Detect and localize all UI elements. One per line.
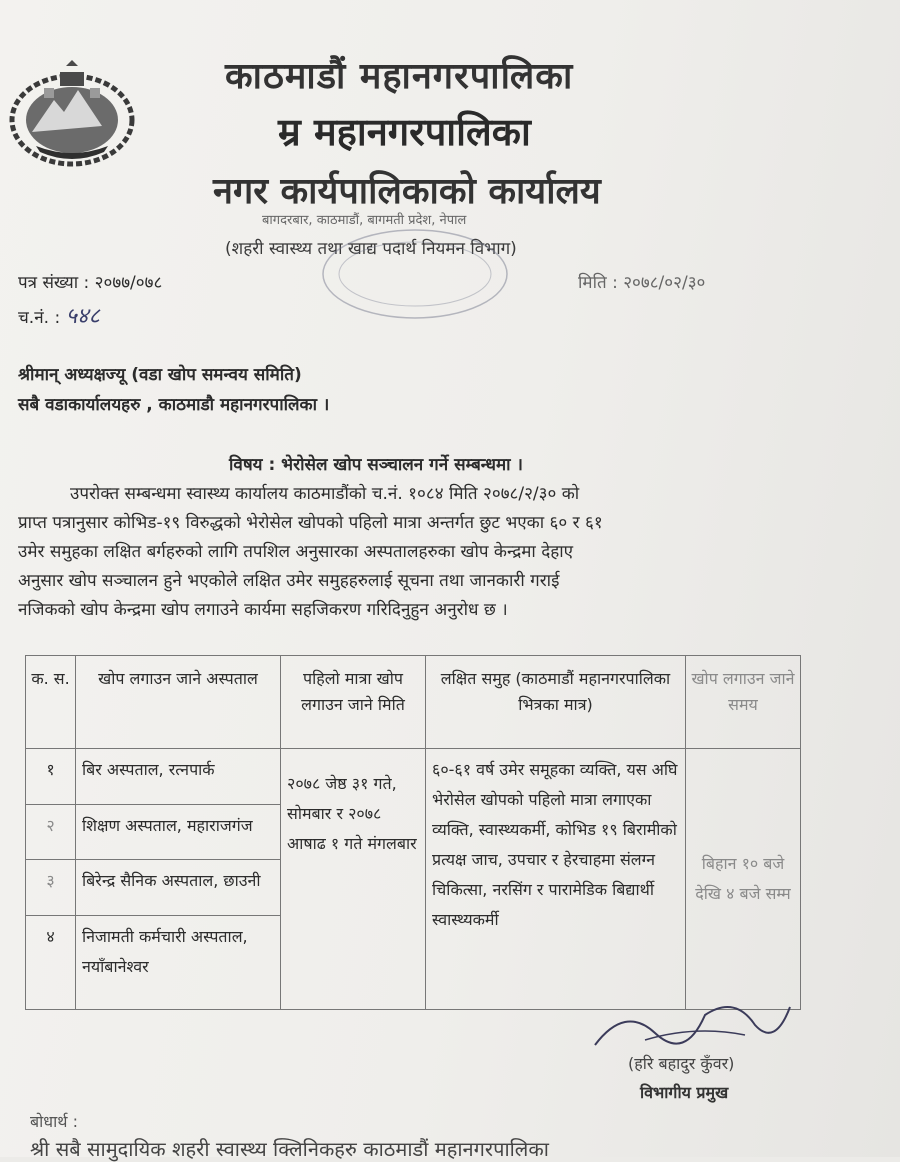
dispatch-number-handwritten: ५४८ <box>65 304 100 329</box>
copy-to-recipient: श्री सबै सामुदायिक शहरी स्वास्थ्य क्लिनिकहरु काठमाडौं महानगरपालिका <box>30 1137 549 1161</box>
handwritten-signature <box>585 985 805 1060</box>
copy-to-label: बोधार्थ : <box>30 1112 78 1131</box>
body-line: अनुसार खोप सञ्चालन हुने भएकोले लक्षित उमेर समुहहरुलाई सूचना तथा जानकारी गराई <box>18 571 560 591</box>
dispatch-number <box>18 300 100 330</box>
table-row <box>26 749 801 805</box>
row-serial: ३ <box>26 860 76 916</box>
body-line: नजिकको खोप केन्द्रमा खोप लगाउने कार्यमा सहजिकरण गरिदिनुहुन अनुरोध छ । <box>18 600 508 620</box>
body-line: उमेर समुहका लक्षित बर्गहरुको लागि तपशिल अनुसारका अस्पतालहरुका खोप केन्द्रमा देहाए <box>18 542 574 562</box>
body-line: उपरोक्त सम्बन्धमा स्वास्थ्य कार्यालय काठमाडौंको च.नं. १०८४ मिति २०७८/२/३० को <box>70 484 580 504</box>
letter-subject: विषय : भेरोसेल खोप सञ्चालन गर्ने सम्बन्धमा । <box>229 455 523 475</box>
row-serial: ४ <box>26 915 76 1009</box>
header-date: पहिलो मात्रा खोप लगाउन जाने मिति <box>281 656 426 749</box>
vaccination-date: २०७८ जेष्ठ ३१ गते, सोमबार र २०७८ आषाढ १ गते मंगलबार <box>281 749 426 1010</box>
header-target-group: लक्षित समुह (काठमाडौं महानगरपालिका भित्रका मात्र) <box>426 656 686 749</box>
letter-reference-number: पत्र संख्या : २०७७/०७८ <box>18 273 163 293</box>
dispatch-number-label: च.नं. : <box>18 308 61 328</box>
signatory-name: (हरि बहादुर कुँवर) <box>628 1054 735 1073</box>
recipient-line-1: श्रीमान् अध्यक्षज्यू (वडा खोप समन्वय समिति) <box>18 365 302 385</box>
header-serial: क. स. <box>26 656 76 749</box>
department-name: (शहरी स्वास्थ्य तथा खाद्य पदार्थ नियमन विभाग) <box>225 239 517 259</box>
letter-body <box>18 480 848 625</box>
row-hospital: बिर अस्पताल, रत्नपार्क <box>76 749 281 805</box>
vaccination-time: बिहान १० बजे देखि ४ बजे सम्म <box>686 749 801 1010</box>
office-title: नगर कार्यपालिकाको कार्यालय <box>213 171 601 212</box>
body-line: प्राप्त पत्रानुसार कोभिड-१९ विरुद्धको भेरोसेल खोपको पहिलो मात्रा अन्तर्गत छुट भएका ६० र ६१ <box>18 513 603 533</box>
nepal-emblem-logo <box>6 60 138 170</box>
recipient-line-2: सबै वडाकार्यालयहरु , काठमाडौ महानगरपालिका । <box>18 395 330 415</box>
target-group: ६०-६१ वर्ष उमेर समूहका व्यक्ति, यस अघि भेरोसेल खोपको पहिलो मात्रा लगाएका व्यक्ति, स्वास्थ्यकर्मी, कोभिड १९ बिरामीको प्रत्यक्ष जाच, उपचार र हेरचाहमा संलग्न चिकित्सा, नरसिंग र पारामेडिक बिद्यार्थी स्वास्थ्यकर्मी <box>426 749 686 1010</box>
office-name-stylized: म्र महानगरपालिका <box>278 110 531 154</box>
row-hospital: बिरेन्द्र सैनिक अस्पताल, छाउनी <box>76 860 281 916</box>
row-serial: २ <box>26 804 76 860</box>
office-address: बागदरबार, काठमाडौं, बागमती प्रदेश, नेपाल <box>262 213 467 228</box>
header-hospital: खोप लगाउन जाने अस्पताल <box>76 656 281 749</box>
header-time: खोप लगाउन जाने समय <box>686 656 801 749</box>
office-name-nepali: काठमाडौं महानगरपालिका <box>225 56 574 97</box>
letter-date: मिति : २०७८/०२/३० <box>578 273 706 293</box>
office-stamp <box>315 226 515 326</box>
row-hospital: शिक्षण अस्पताल, महाराजगंज <box>76 804 281 860</box>
table-header-row <box>26 656 801 749</box>
signatory-title: विभागीय प्रमुख <box>640 1083 729 1102</box>
vaccination-schedule-table <box>25 655 801 1010</box>
row-serial: १ <box>26 749 76 805</box>
row-hospital: निजामती कर्मचारी अस्पताल, नयाँबानेश्वर <box>76 915 281 1009</box>
